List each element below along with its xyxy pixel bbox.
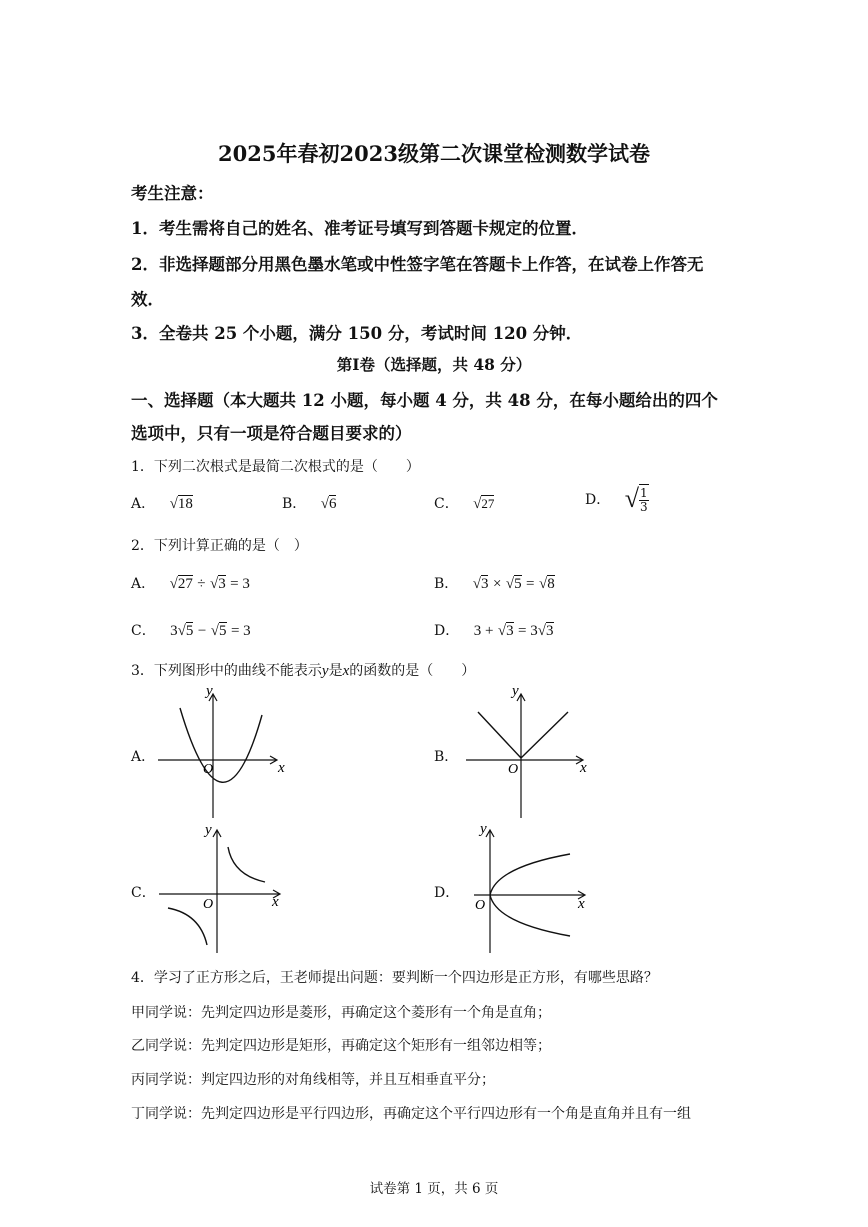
page-footer: 试卷第 1 页，共 6 页 (369, 1181, 499, 1197)
origin-label: O (203, 897, 214, 912)
notice-item-3: 3．全卷共 25 个小题，满分 150 分，考试时间 120 分钟． (131, 324, 583, 343)
coefficient: 3 (170, 623, 178, 639)
option-label: D． (585, 492, 611, 508)
q3-option-d-label: D． (434, 885, 460, 901)
sqrt-sign: √ (624, 484, 639, 513)
result: = 3 (518, 623, 538, 639)
y-label: y (512, 683, 519, 699)
stem-text: 3．下列图形中的曲线不能表示 (131, 663, 322, 679)
radicand: 3 (546, 623, 554, 639)
q1-stem: 1．下列二次根式是最简二次根式的是（ ） (131, 459, 420, 475)
section-title: 第Ⅰ卷（选择题，共 48 分） (336, 355, 532, 374)
origin-label: O (203, 762, 214, 777)
y-label: y (205, 822, 212, 838)
x-label: x (578, 896, 585, 912)
result: = 3 (230, 623, 251, 639)
radicand: 27 (481, 496, 495, 511)
origin-label: O (475, 898, 486, 913)
q2-option-c: C． 3√5 − √5 = 3 (131, 623, 251, 639)
equals: = (526, 576, 535, 592)
option-label: C． (131, 623, 156, 639)
sqrt-sign: √ (169, 496, 178, 512)
q3-option-a-label: A． (131, 749, 156, 765)
stem-text: 是 (328, 663, 343, 679)
q3-graph-d (470, 821, 595, 956)
q1-option-a (131, 493, 193, 513)
q3-graph-c (155, 821, 290, 956)
fraction (639, 484, 649, 514)
radicand: 18 (177, 496, 193, 512)
option-label: A． (131, 576, 156, 592)
radicand: 5 (185, 623, 194, 639)
operator: − (197, 623, 207, 639)
notice-item-1: 1．考生需将自己的姓名、准考证号填写到答题卡规定的位置． (131, 219, 588, 238)
q3-option-c-label: C． (131, 885, 156, 901)
origin-label: O (508, 762, 519, 777)
parabola-curve (180, 708, 262, 782)
q1-option-c (434, 493, 494, 513)
q4-line-bing: 丙同学说：判定四边形的对角线相等，并且互相垂直平分； (131, 1072, 495, 1088)
q2-stem: 2．下列计算正确的是（ ） (131, 538, 308, 554)
q4-line-yi: 乙同学说：先判定四边形是矩形，再确定这个矩形有一组邻边相等； (131, 1038, 551, 1054)
part-heading-line1: 一、选择题（本大题共 12 小题，每小题 4 分，共 48 分，在每小题给出的四个 (131, 391, 718, 410)
v-shape-curve (478, 712, 568, 758)
q3-stem (131, 660, 475, 680)
sqrt-sign: √ (473, 496, 482, 512)
option-label: B． (434, 576, 459, 592)
operator: ÷ (197, 576, 206, 592)
q2-option-b: B． √3 × √5 = √8 (434, 576, 555, 592)
term: 3 + (473, 623, 494, 639)
q4-line-jia: 甲同学说：先判定四边形是菱形，再确定这个菱形有一个角是直角； (131, 1005, 551, 1021)
stem-text: 的函数的是（ ） (349, 663, 476, 679)
q3-graph-a (150, 683, 290, 818)
option-label: A． (131, 496, 156, 512)
result: = 3 (230, 576, 250, 592)
option-label: B． (282, 496, 307, 512)
var-y: y (321, 663, 329, 679)
q3-option-b-label: B． (434, 749, 459, 765)
q1-option-b (282, 493, 336, 513)
q2-option-d: D． 3 + √3 = 3√3 (434, 623, 554, 639)
hyperbola-branch-2 (168, 908, 207, 945)
radicand: 6 (328, 496, 337, 512)
x-label: x (580, 760, 587, 776)
radicand: 3 (506, 623, 514, 639)
radicand: 3 (480, 576, 489, 592)
radicand: 5 (514, 576, 522, 592)
var-x: x (342, 663, 350, 679)
q2-option-a: A． √27 ÷ √3 = 3 (131, 576, 250, 592)
denominator: 3 (639, 500, 648, 514)
operator: × (492, 576, 502, 592)
numerator: 1 (639, 486, 648, 500)
y-label: y (206, 683, 213, 699)
q1-option-d (585, 484, 649, 514)
x-label: x (272, 894, 279, 910)
option-label: C． (434, 496, 459, 512)
exam-title: 2025年春初2023级第二次课堂检测数学试卷 (218, 141, 650, 166)
q4-stem: 4．学习了正方形之后，王老师提出问题：要判断一个四边形是正方形，有哪些思路？ (131, 970, 658, 986)
notice-heading: 考生注意： (131, 184, 214, 203)
part-heading-line2: 选项中，只有一项是符合题目要求的） (131, 424, 412, 443)
sqrt-sign: √ (320, 496, 329, 512)
option-label: D． (434, 623, 460, 639)
radicand: 8 (547, 576, 555, 592)
radicand: 5 (219, 623, 227, 639)
q3-graph-b (458, 683, 593, 818)
x-label: x (278, 760, 285, 776)
q4-line-ding: 丁同学说：先判定四边形是平行四边形，再确定这个平行四边形有一个角是直角并且有一组 (131, 1106, 691, 1122)
hyperbola-branch-1 (228, 847, 265, 882)
radicand: 27 (177, 576, 193, 592)
y-label: y (480, 821, 487, 837)
notice-item-2: 2．非选择题部分用黑色墨水笔或中性签字笔在答题卡上作答，在试卷上作答无 (131, 255, 704, 274)
notice-item-2-cont: 效． (131, 290, 164, 309)
radicand: 3 (218, 576, 226, 592)
